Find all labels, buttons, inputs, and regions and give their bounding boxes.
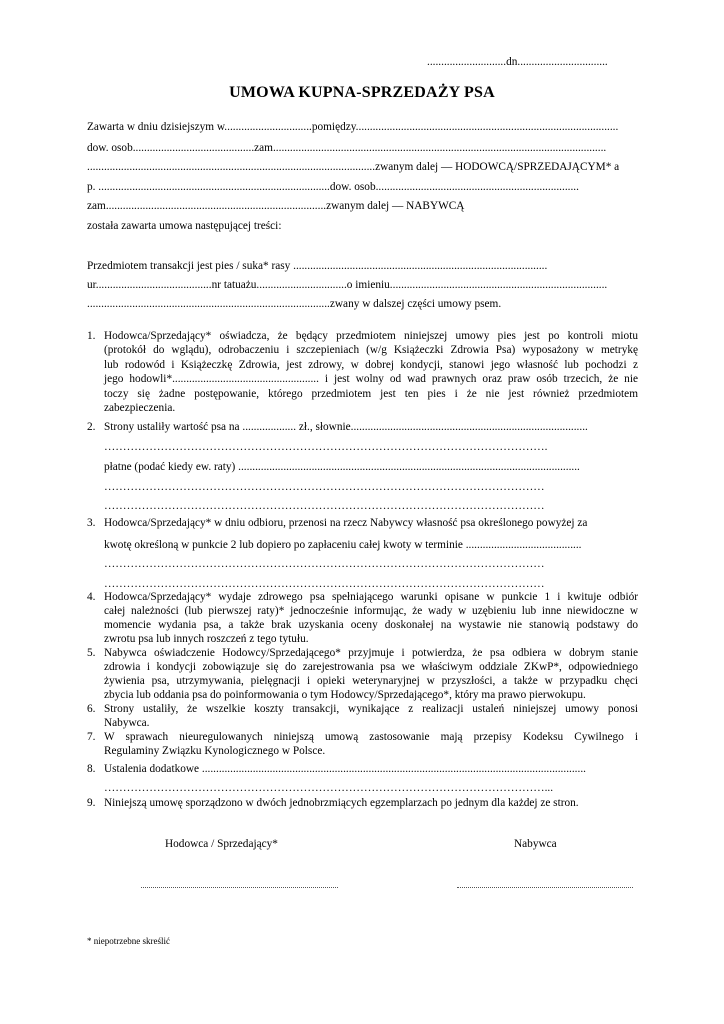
place-date-line: ............................dn................................ [427,56,608,68]
point-1-line: (protokół do wglądu), odrobaczeniu i szczepieniach (w/g Książeczki Zdrowia Psa) wyposażony w metrykę [104,344,638,356]
seller-signature-label: Hodowca / Sprzedający* [165,838,278,850]
point-9-number: 9. [87,797,96,809]
point-3-number: 3. [87,517,96,529]
point-8-number: 8. [87,763,96,775]
point-3-line: ……………………………………………………………………………………………………… [104,558,545,570]
point-4-line: Hodowca/Sprzedający* wydaje zdrowego psa spełniającego warunki opisane w punkcie 1 i kwituje odbiór [104,591,638,603]
buyer-signature-line [457,887,633,888]
point-6-line: Nabywca. [104,717,150,729]
parties-line-5: zam..............................................................................zwanym dalej — NABYWCĄ [87,200,465,212]
point-3-line: ……………………………………………………………………………………………………… [104,578,545,590]
point-4-line: momencie wydania psa, a także brak uzyskania oceny doskonałej na wystawie nie stanowią podstawy do [104,619,638,631]
point-5-line: zdrowia i kondycji zobowiązuje się do zarejestrowania psa we właściwym oddziale ZKwP*, odpowiedniego [104,661,638,673]
point-7-line: Regulaminy Związku Kynologicznego w Polsce. [104,745,326,757]
point-2-line: Strony ustaliły wartość psa na ................... zł., słownie.................................................................................... [104,421,588,433]
seller-signature-line [141,887,338,888]
subject-line-2: ur.........................................nr tatuażu................................o imieniu............................................................................. [87,279,608,291]
point-1-line: toczy się żadne postępowanie, którego przedmiotem jest ten pies i że nie jest również przedmiotem [104,388,638,400]
point-2-line: ……………………………………………………………………………………………………… [104,481,545,493]
point-2-number: 2. [87,421,96,433]
parties-line-1: Zawarta w dniu dzisiejszym w...............................pomiędzy............................................................................................. [87,121,619,133]
point-9-line: Niniejszą umowę sporządzono w dwóch jednobrzmiących egzemplarzach po jednym dla każdej ze stron. [104,797,579,809]
point-8-line: ………………………………………………………………………………………………………... [104,782,554,794]
point-4-line: zwrotu psa lub innych roszczeń z tego tytułu. [104,633,309,645]
subject-line-1: Przedmiotem transakcji jest pies / suka* rasy .......................................................................................... [87,260,548,272]
point-6-line: Strony ustaliły, że wszelkie koszty transakcji, wynikające z realizacji ustaleń niniejszej umowy ponosi [104,703,638,715]
point-1-number: 1. [87,330,96,342]
point-8-line: Ustalenia dodatkowe ........................................................................................................................................ [104,763,586,775]
point-2-line: ……………………………………………………………………………………………………… [104,500,545,512]
point-1-line: jego hodowli*.................................................... i jest wolny od wad prawnych oraz praw osób trzecich, że nie [104,373,638,385]
point-2-line: płatne (podać kiedy ew. raty) ......................................................................................................................... [104,461,580,473]
point-3-line: kwotę określoną w punkcie 2 lub dopiero po zapłaceniu całej kwoty w terminie ......................................... [104,539,582,551]
point-1-line: lub rodowód i Książeczkę Zdrowia, jest zdrowy, w dobrej kondycji, stanowi jego własność lub pochodzi z [104,359,638,371]
point-7-line: W sprawach nieuregulowanych niniejszą umową zastosowanie mają przepisy Kodeksu Cywilnego i [104,731,638,743]
parties-line-4: p. ..................................................................................dow. osob........................................................................ [87,181,579,193]
point-4-line: całej należności (lub pierwszej raty)* jednocześnie informując, że wady w uzębieniu lub inne niewidoczne w [104,605,638,617]
point-3-line: Hodowca/Sprzedający* w dniu odbioru, przenosi na rzecz Nabywcy własność psa określonego powyżej za [104,517,588,529]
point-5-line: Nabywca oświadczenie Hodowcy/Sprzedającego* przyjmuje i potwierdza, że psa odbiera w dobrym stanie [104,647,638,659]
subject-line-3: ......................................................................................zwany w dalszej części umowy psem. [87,298,502,310]
point-4-number: 4. [87,591,96,603]
buyer-signature-label: Nabywca [514,838,557,850]
point-1-line: zabezpieczenia. [104,402,176,414]
document-title: UMOWA KUPNA-SPRZEDAŻY PSA [229,84,495,101]
parties-line-6: została zawarta umowa następującej treści: [87,220,282,232]
point-7-number: 7. [87,731,96,743]
point-5-line: żywienia psa, utrzymywania, pielęgnacji i opieki weterynaryjnej w przyszłości, a także w przypadku chęci [104,675,638,687]
point-1-line: Hodowca/Sprzedający* oświadcza, że będący przedmiotem niniejszej umowy pies jest po kontroli miotu [104,330,638,342]
parties-line-2: dow. osob...........................................zam...................................................................................................................... [87,142,607,154]
point-2-line: ………………………………………………………………………………………………………. [104,441,548,453]
parties-line-3: ......................................................................................................zwanym dalej — HODOWCĄ/SPRZEDAJĄCYM* a [87,161,620,173]
point-5-number: 5. [87,647,96,659]
point-5-line: zbycia lub oddania psa do poinformowania o tym Hodowcy/Sprzedającego*, który ma prawo pierwokupu. [104,689,586,701]
footnote: * niepotrzebne skreślić [87,936,170,946]
point-6-number: 6. [87,703,96,715]
